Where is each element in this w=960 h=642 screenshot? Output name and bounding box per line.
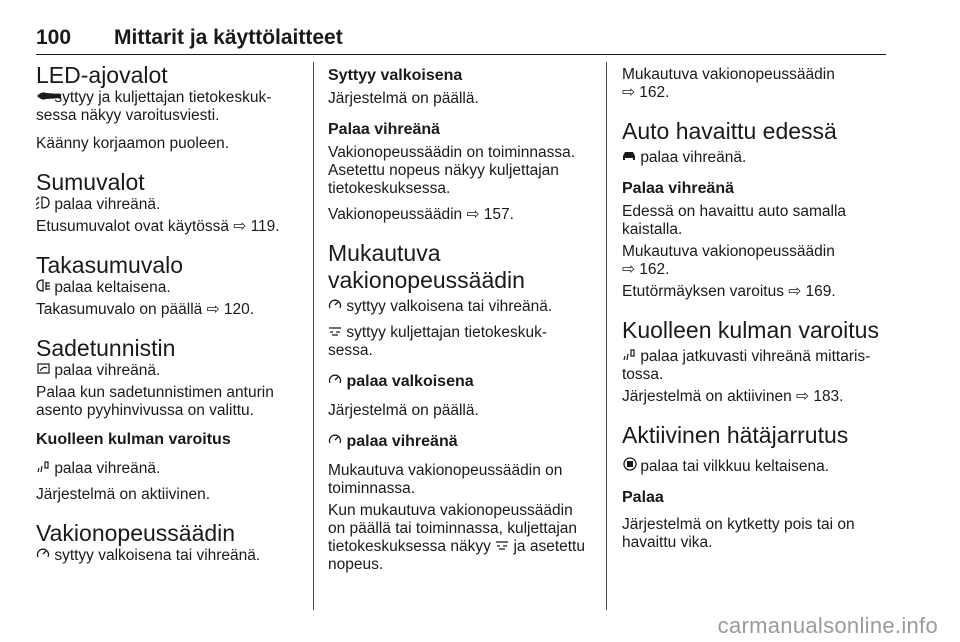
cruise-control-icon bbox=[36, 547, 50, 565]
subsection-acc-green: palaa vihreänä bbox=[346, 433, 458, 450]
subsection-green: Palaa vihreänä bbox=[622, 180, 735, 197]
rain-sensor-icon bbox=[36, 362, 50, 380]
running-title: Mittarit ja käyttölaitteet bbox=[114, 26, 343, 49]
section-title-fog: Sumuvalot bbox=[36, 169, 145, 195]
front-fog-light-icon bbox=[36, 196, 50, 214]
section-title-blind-zone: Kuolleen kulman varoitus bbox=[622, 317, 879, 343]
column-divider bbox=[313, 62, 314, 610]
adaptive-cruise-display-icon bbox=[328, 324, 342, 342]
watermark: carmanualsonline.info bbox=[717, 613, 938, 638]
section-title-emergency-braking: Aktiivinen hätäjarrutus bbox=[622, 422, 849, 448]
section-title-acc: Mukautuva bbox=[328, 240, 441, 266]
page-number: 100 bbox=[36, 26, 72, 49]
led-headlight-icon bbox=[36, 89, 50, 107]
section-title-vehicle-ahead: Auto havaittu edessä bbox=[622, 118, 837, 144]
section-title-rain: Sadetunnistin bbox=[36, 335, 176, 361]
column-left: LED-ajovalot syttyy ja kuljettajan tietokeskuk- sessa näkyy varoitusviesti. Käänny korjaamon puoleen. Sumuvalot palaa vihreänä. Etusumuvalot ovat käytössä ⇨ 119. Takasumuvalo palaa keltaisena. Takasumuvalo on päällä ⇨ 120. Sadetunnistin palaa vihreänä. Palaa kun sadetunnistimen anturin asento pyyhinvivussa on valittu. Kuolleen kulman varoitus palaa vihreänä. Järjestelmä on aktiivinen. Vakionopeussäädin syttyy valkoisena tai vihreänä. bbox=[36, 58, 298, 565]
subsection-white: Syttyy valkoisena bbox=[328, 67, 463, 84]
side-blind-zone-icon bbox=[622, 348, 636, 366]
vehicle-ahead-icon bbox=[622, 149, 636, 167]
section-title-rear-fog: Takasumuvalo bbox=[36, 252, 184, 278]
subsection-on: Palaa bbox=[622, 489, 664, 506]
side-blind-zone-icon bbox=[36, 460, 50, 478]
column-middle: Syttyy valkoisena Järjestelmä on päällä. Palaa vihreänä Vakionopeussäädin on toiminnassa. Asetettu nopeus näkyy kuljettajan tietokeskuksessa. Vakionopeussäädin ⇨ 157. Mukautuva vakionopeussäädin syttyy valkoisena tai vihreänä. syttyy kuljettajan tietokeskuk- sessa. palaa valkoisena Järjestelmä on päällä. palaa vihreänä Mukautuva vakionopeussäädin on toiminnassa. Kun mukautuva vakionopeussäädin on päällä tai toiminnassa, kuljettajan tietokeskuksessa näkyy ja asetettu nopeus. bbox=[328, 58, 594, 574]
adaptive-cruise-icon bbox=[328, 298, 342, 316]
column-divider bbox=[606, 62, 607, 610]
subsection-acc-white: palaa valkoisena bbox=[346, 373, 474, 390]
page-header bbox=[36, 26, 886, 55]
rear-fog-light-icon bbox=[36, 279, 50, 297]
adaptive-cruise-display-icon bbox=[495, 538, 509, 556]
section-title-led: LED-ajovalot bbox=[36, 62, 168, 88]
section-title-blind-zone: Kuolleen kulman varoitus bbox=[36, 431, 231, 448]
section-title-cruise: Vakionopeussäädin bbox=[36, 520, 236, 546]
column-right: Mukautuva vakionopeussäädin ⇨ 162. Auto havaittu edessä palaa vihreänä. Palaa vihreänä Edessä on havaittu auto samalla kaistalla. Mukautuva vakionopeussäädin ⇨ 162. Etutörmäyksen varoitus ⇨ 169. Kuolleen kulman varoitus palaa jatkuvasti vihreänä mittaris- tossa. Järjestelmä on aktiivinen ⇨ 183. Aktiivinen hätäjarrutus palaa tai vilkkuu keltaisena. Palaa Järjestelmä on kytketty pois tai on havaittu vika. bbox=[622, 58, 892, 552]
subsection-green: Palaa vihreänä bbox=[328, 121, 441, 138]
adaptive-cruise-icon bbox=[328, 432, 342, 452]
adaptive-cruise-icon bbox=[328, 372, 342, 392]
active-emergency-braking-icon bbox=[622, 457, 636, 476]
